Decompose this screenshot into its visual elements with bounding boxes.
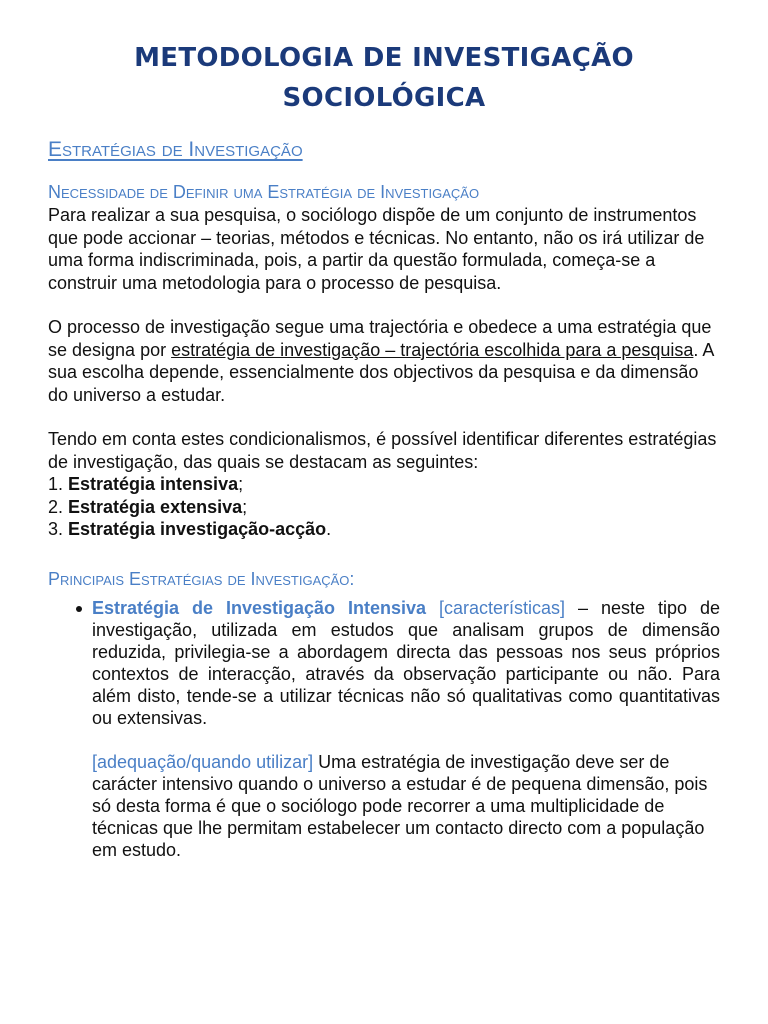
- list-item-number: 3.: [48, 519, 69, 539]
- adequacy-tag: [adequação/quando utilizar]: [92, 751, 314, 772]
- strategy-title: Estratégia de Investigação Intensiva: [92, 597, 427, 618]
- list-item-label: Estratégia intensiva: [68, 474, 239, 494]
- list-item-end: ;: [238, 474, 244, 494]
- paragraph-process-definition: estratégia de investigação – trajectória escolhida para a pesquisa: [171, 339, 694, 360]
- strategies-list: [48, 473, 720, 541]
- list-item: [48, 496, 720, 519]
- list-item-end: .: [326, 519, 332, 539]
- list-item-number: 2.: [48, 496, 69, 517]
- paragraph-conditions: Tendo em conta estes condicionalismos, é possível identificar diferentes estratégias de investigação, das quais se destacam as seguintes:: [48, 429, 717, 472]
- paragraph-process-start: O processo de investigação segue uma trajectória e obedece a uma estratégia que se designa por: [48, 317, 712, 360]
- paragraph-process-end: . A sua escolha depende, essencialmente dos objectivos da pesquisa e da dimensão do universo a estudar.: [48, 339, 714, 405]
- characteristics-text: – neste tipo de investigação, utilizada em estudos que analisam grupos de dimensão reduzida, privilegia-se a abordagem directa das pessoas nos seus próprios contextos de interacção, através da observação participante ou não. Para além disto, tende-se a utilizar técnicas não só qualitativas como quantitativas ou extensivas.: [92, 597, 720, 728]
- list-item-label: Estratégia extensiva: [68, 496, 243, 517]
- list-item: [48, 473, 720, 496]
- bullet-paragraph-adequacy: [92, 751, 720, 861]
- list-item: [48, 518, 720, 541]
- page-title: [48, 38, 720, 118]
- list-item-number: 1.: [48, 474, 69, 494]
- bullet-icon: [76, 606, 82, 612]
- paragraph-process: [48, 316, 720, 406]
- list-item-label: Estratégia investigação-acção: [68, 519, 327, 539]
- bullet-item-intensive: [92, 597, 720, 861]
- characteristics-tag: [características]: [439, 597, 566, 618]
- section-heading-main-strategies: Principais Estratégias de Investigação:: [48, 568, 355, 589]
- adequacy-text: Uma estratégia de investigação deve ser de carácter intensivo quando o universo a estudar é de pequena dimensão, pois só desta forma é que o sociólogo pode recorrer a uma multiplicidade de técnicas que lhe permitam estabelecer um contacto directo com a população em estudo.: [92, 751, 708, 860]
- main-strategies-list: [48, 597, 720, 861]
- page-title-line-1: METODOLOGIA DE INVESTIGAÇÃO: [134, 43, 634, 73]
- subheading-need-strategy: Necessidade de Definir uma Estratégia de Investigação: [48, 182, 480, 202]
- paragraph-intro: Para realizar a sua pesquisa, o sociólogo dispõe de um conjunto de instrumentos que pode accionar – teorias, métodos e técnicas. No entanto, não os irá utilizar de uma forma indiscriminada, pois, a partir da questão formulada, começa-se a construir uma metodologia para o processo de pesquisa.: [48, 205, 705, 293]
- section-heading-strategies: Estratégias de Investigação: [48, 138, 303, 161]
- page-title-line-2: SOCIOLÓGICA: [282, 83, 486, 113]
- bullet-paragraph-characteristics: [92, 597, 720, 729]
- list-item-end: ;: [242, 496, 248, 517]
